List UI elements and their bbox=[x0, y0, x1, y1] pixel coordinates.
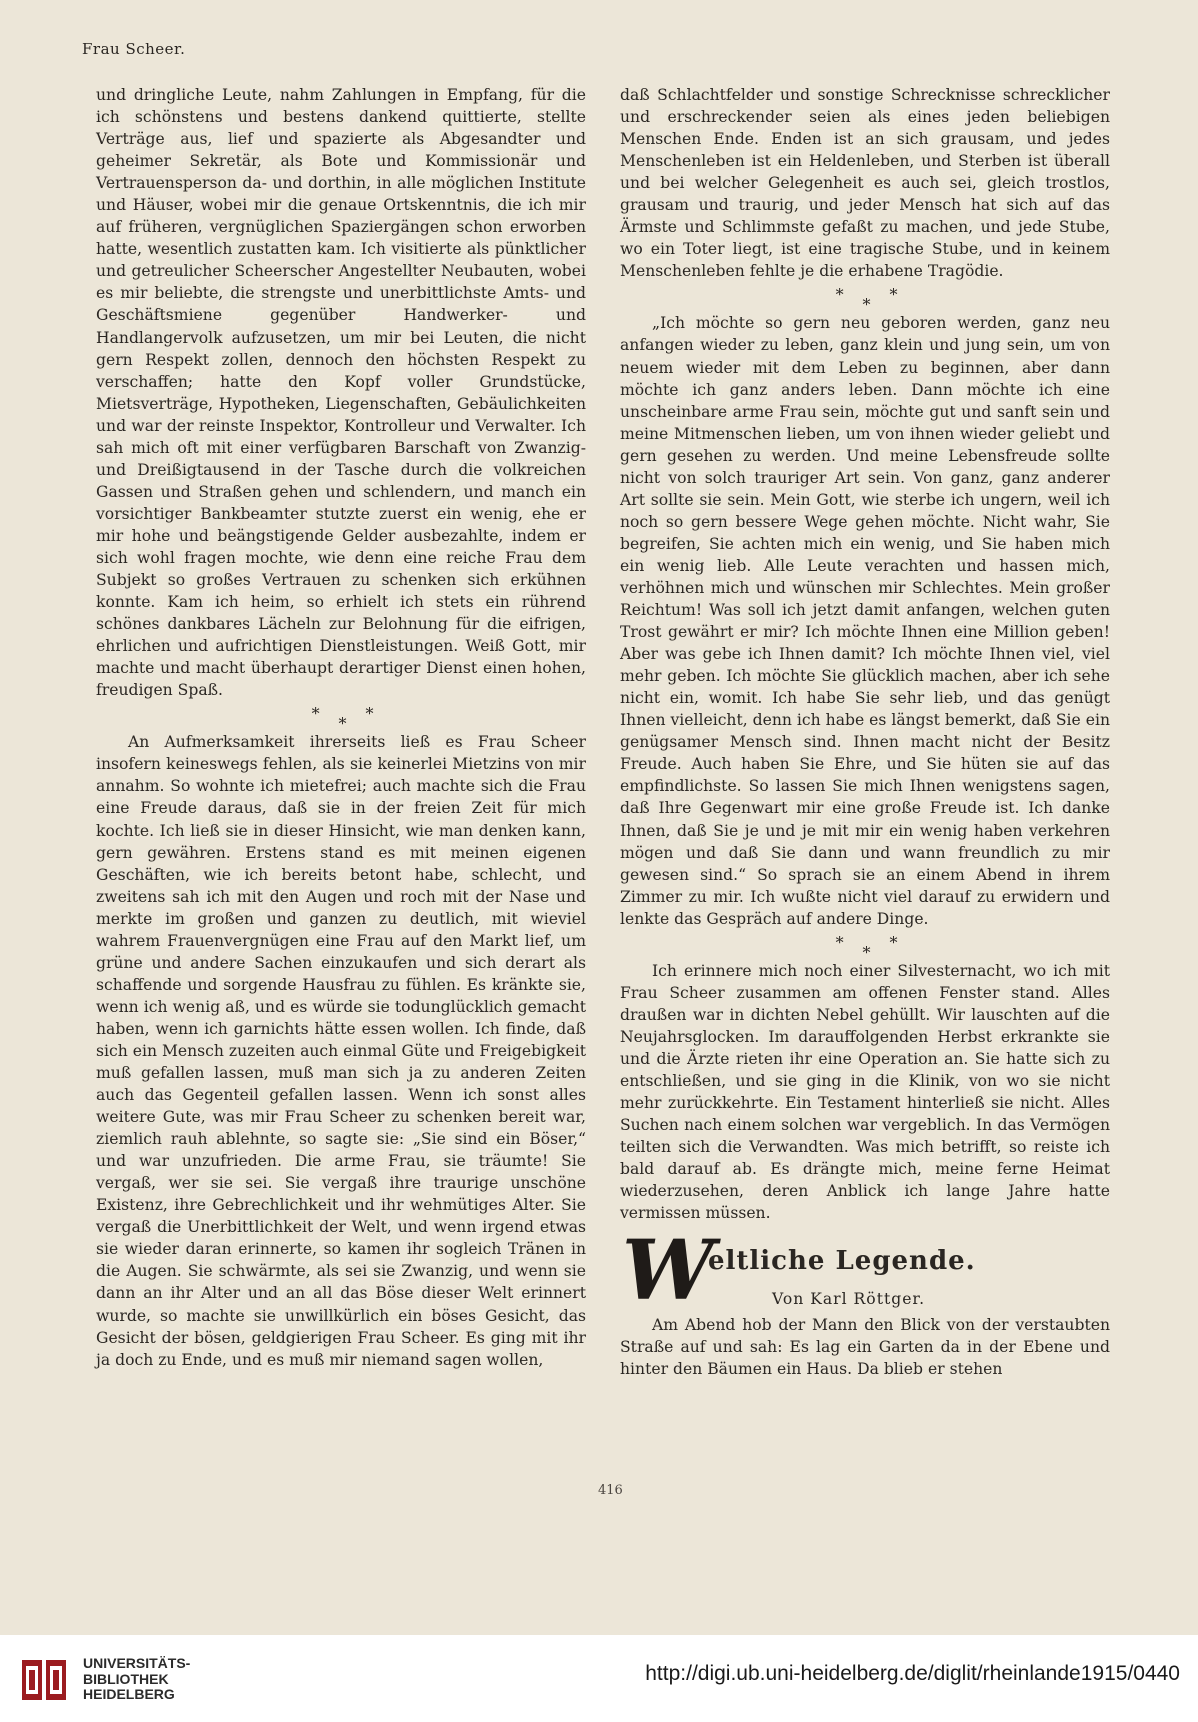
left-column bbox=[96, 84, 586, 1371]
section-separator bbox=[620, 930, 1110, 960]
running-head: Frau Scheer. bbox=[82, 40, 186, 58]
title-initial: W bbox=[622, 1223, 715, 1320]
separator-star: * bbox=[365, 704, 374, 724]
university-library-logo-icon bbox=[16, 1652, 72, 1708]
source-url[interactable]: http://digi.ub.uni-heidelberg.de/diglit/rheinlande1915/0440 bbox=[645, 1662, 1180, 1685]
separator-star: * bbox=[311, 704, 320, 724]
paragraph: „Ich möchte so gern neu geboren werden, ganz neu anfangen wieder zu leben, ganz klein und jung sein, um von neuem wieder mit dem Leben zu beginnen, aber dann möchte ich ganz anders leben. Dann möchte ich eine unscheinbare arme Frau sein, möchte gut und sanft sein und meine Mitmenschen lieben, um von ihnen wieder geliebt und gern gesehen zu werden. Und meine Lebensfreude sollte nicht von solch trauriger Art sein. Von ganz, ganz anderer Art sollte sie sein. Mein Gott, wie sterbe ich ungern, weil ich noch so gern bessere Wege gehen möchte. Nicht wahr, Sie begreifen, Sie achten mich ein wenig, und Sie haben mich ein wenig lieb. Alle Leute verachten und hassen mich, verhöhnen mich und wünschen mir Schlechtes. Mein großer Reichtum! Was soll ich jetzt damit anfangen, welchen guten Trost gewährt er mir? Ich möchte Ihnen eine Million geben! Aber was gebe ich Ihnen damit? Ich möchte Ihnen viel, viel mehr geben. Ich möchte Sie glücklich machen, aber ich sehe nicht ein, womit. Ich habe Sie sehr lieb, und das genügt Ihnen vielleicht, denn ich habe es längst bemerkt, daß Sie ein genügsamer Mensch sind. Ihnen macht nicht der Besitz Freude. Auch haben Sie Ehre, und Sie hüten sie auf das empfindlichste. So lassen Sie mich Ihnen wenigstens sagen, daß Ihre Gegenwart mir eine große Freude ist. Ich danke Ihnen, daß Sie je und je mit mir ein wenig haben verkehren mögen und daß Sie dann und wann freundlich zu mir gewesen sind.“ So sprach sie an einem Abend in ihrem Zimmer zu mir. Ich wußte nicht viel darauf zu erwidern und lenkte das Gespräch auf andere Dinge. bbox=[620, 314, 1110, 928]
footer-bar bbox=[0, 1635, 1198, 1722]
section-separator bbox=[96, 701, 586, 734]
separator-star: * bbox=[862, 942, 871, 962]
library-name: UNIVERSITÄTS- BIBLIOTHEK HEIDELBERG bbox=[83, 1655, 191, 1702]
paragraph: An Aufmerksamkeit ihrerseits ließ es Frau Scheer insofern keineswegs fehlen, als sie keinerlei Mietzins von mir annahm. So wohnte ich mietefrei; auch machte sich die Frau eine Freude daraus, daß sie in der freien Zeit für mich kochte. Ich ließ sie in dieser Hinsicht, wie man denken kann, gern gewähren. Erstens stand es mit meinen eigenen Geschäften, wie ich bereits betont habe, schlecht, und zweitens sah ich mit den Augen und roch mit der Nase und merkte im großen und ganzen zu deutlich, mit wieviel wahrem Frauenvergnügen eine Frau auf den Markt lief, um grüne und andere Sachen einzukaufen und sich derart als schaffende und sorgende Hausfrau zu fühlen. Es kränkte sie, wenn ich wenig aß, und es würde sie todunglücklich gemacht haben, wenn ich garnichts hätte essen wollen. Ich finde, daß sich ein Mensch zuzeiten auch einmal Güte und Freigebigkeit muß gefallen lassen, muß man sich ja zu anderen Zeiten auch das Gegenteil gefallen lassen. Wenn ich sonst alles weitere Gute, was mir Frau Scheer zu schenken bereit war, ziemlich rauh ablehnte, so sagte sie: „Sie sind ein Böser,“ und war unzufrieden. Die arme Frau, sie träumte! Sie vergaß, wer sie sei. Sie vergaß ihre traurige unschöne Existenz, ihre Gebrechlichkeit und ihr wehmütiges Alter. Sie vergaß die Unerbittlichkeit der Welt, und wenn irgend etwas sie wieder daran erinnerte, so kamen ihr sogleich Tränen in die Augen. Sie schwärmte, als sei sie Zwanzig, und wenn sie dann an ihr Alter und an all das Böse dieser Welt erinnert wurde, so machte sie unwillkürlich ein böses Gesicht, das Gesicht der bösen, geldgierigen Frau Scheer. Es ging mit ihr ja doch zu Ende, und es muß mir niemand sagen wollen, bbox=[96, 733, 587, 1369]
paragraph: Ich erinnere mich noch einer Silvesternacht, wo ich mit Frau Scheer zusammen am offenen Fenster stand. Alles draußen war in dichten Nebel gehüllt. Wir lauschten auf die Neujahrsglocken. Im darauffolgenden Herbst erkrankte sie und die Ärzte rieten ihr eine Operation an. Sie hatte sich zu entschließen, und sie ging in die Klinik, von wo sie nicht mehr zurückkehrte. Ein Testament hinterließ sie nicht. Alles Suchen nach einem solchen war vergeblich. In das Vermögen teilten sich die Verwandten. Was mich betrifft, so reiste ich bald darauf ab. Es drängte mich, meine ferne Heimat wiederzusehen, deren Anblick ich lange Jahre hatte vermissen müssen. bbox=[620, 961, 1110, 1223]
separator-star: * bbox=[338, 714, 347, 734]
separator-star: * bbox=[862, 295, 871, 315]
separator-star: * bbox=[889, 285, 898, 305]
section-separator bbox=[620, 282, 1110, 315]
separator-star: * bbox=[835, 285, 844, 305]
right-column bbox=[620, 84, 1110, 1380]
page-number: 416 bbox=[598, 1483, 623, 1498]
separator-star: * bbox=[835, 932, 844, 952]
paragraph: daß Schlachtfelder und sonstige Schrecknisse schrecklicher und erschreckender seien als eines jeden beliebigen Menschen Ende. Enden ist an sich grausam, und jedes Menschenleben ist ein Heldenleben, und Sterben ist überall und bei welcher Gelegenheit es auch sei, gleich trostlos, grausam und traurig, und jeder Mensch hat sich auf das Ärmste und Schlimmste gefaßt zu machen, und jede Stube, wo ein Toter liegt, ist eine tragische Stube, und in keinem Menschenleben fehlte je die erhabene Tragödie. bbox=[620, 86, 1110, 281]
story-title bbox=[620, 1223, 1110, 1320]
byline: Von Karl Röttger. bbox=[772, 1290, 926, 1309]
paragraph: Am Abend hob der Mann den Blick von der verstaubten Straße auf und sah: Es lag ein Garten da in der Ebene und hinter den Bäumen ein Haus. Da blieb er stehen bbox=[620, 1316, 1110, 1379]
paragraph: und dringliche Leute, nahm Zahlungen in Empfang, für die ich schönstens und bestens dankend quittierte, stellte Verträge aus, lief und spazierte als Abgesandter und geheimer Sekretär, als Bote und Kommissionär und Vertrauensperson da- und dorthin, in alle möglichen Institute und Häuser, wobei mir die genaue Ortskenntnis, die ich mir auf früheren, vergnüglichen Spaziergängen schon erworben hatte, wesentlich zustatten kam. Ich visitierte als pünktlicher und getreulicher Scheerscher Angestellter Neubauten, wobei es mir beliebte, die strengste und unerbittlichste Amts- und Geschäftsmiene gegenüber Handwerker- und Handlangervolk aufzusetzen, um mir bei Leuten, die nicht gern Respekt zollen, dennoch den höchsten Respekt zu verschaffen; hatte den Kopf voller Grundstücke, Mietsverträge, Hypotheken, Liegenschaften, Gebäulichkeiten und war der reinste Inspektor, Kontrolleur und Verwalter. Ich sah mich oft mit einer verfügbaren Barschaft von Zwanzig- und Dreißigtausend in der Tasche durch die volkreichen Gassen und Straßen gehen und schlendern, und manch ein vorsichtiger Bankbeamter stutzte zuerst ein wenig, ehe er mir hohe und beängstigende Gelder ausbezahlte, indem er sich wohl fragen mochte, wie denn eine reiche Frau dem Subjekt so großes Vertrauen zu schenken sich erkühnen konnte. Kam ich heim, so erhielt ich stets ein rührend schönes dankbares Lächeln zur Belohnung für die eifrigen, ehrlichen und aufrichtigen Dienstleistungen. Weiß Gott, mir machte und macht überhaupt derartiger Dienst einen hohen, freudigen Spaß. bbox=[96, 86, 586, 700]
title-text: eltliche Legende. bbox=[708, 1246, 976, 1277]
separator-star: * bbox=[889, 932, 898, 952]
